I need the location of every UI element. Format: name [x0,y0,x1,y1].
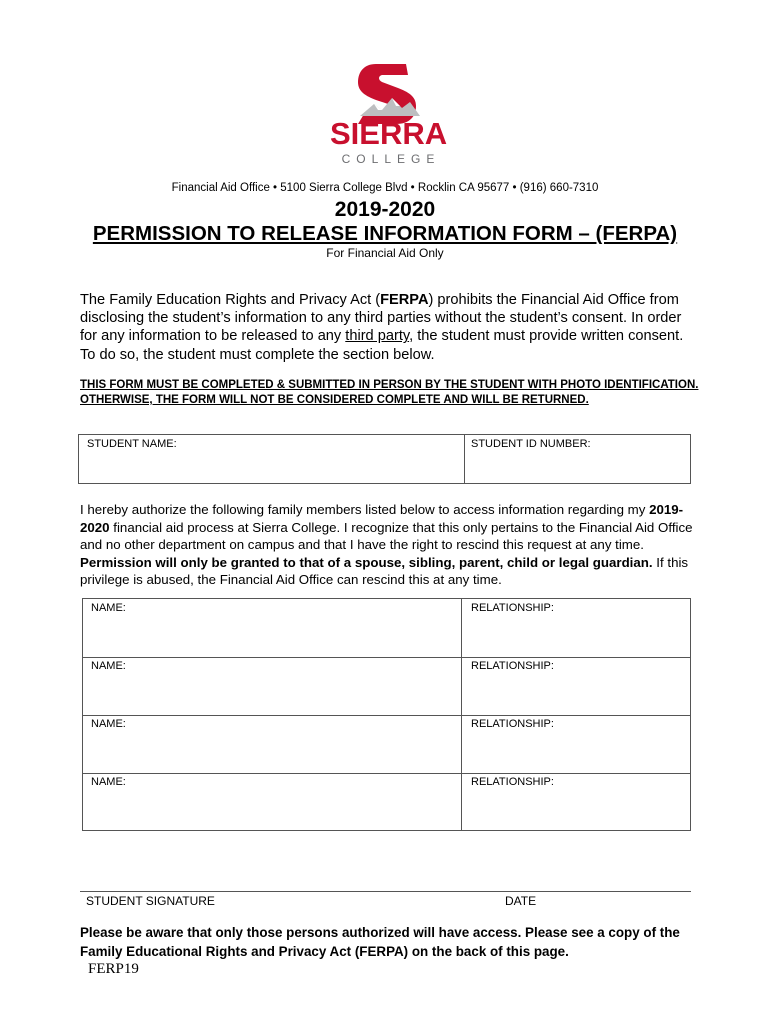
signature-label: STUDENT SIGNATURE [86,894,215,908]
row-divider [83,657,690,658]
authorization-paragraph: I hereby authorize the following family members listed below to access information regarding my 2019-2020 financial aid process at Sierra College. I recognize that this only pertains to the Financial Aid Office and no other department on campus and that I have the right to rescind this request at any time. Permission will only be granted to that of a spouse, sibling, parent, child or legal guardian. If this privilege is abused, the Financial Aid Office can rescind this at any time. [80,502,693,587]
column-divider [464,435,465,483]
logo-subtitle: COLLEGE [341,152,441,166]
family-relationship-field[interactable]: RELATIONSHIP: [471,718,554,730]
contact-line: Financial Aid Office • 5100 Sierra College Blvd • Rocklin CA 95677 • (916) 660-7310 [171,182,599,194]
family-name-field[interactable]: NAME: [91,602,126,614]
form-code: FERP19 [88,961,139,977]
student-name-field[interactable]: STUDENT NAME: [87,438,177,450]
family-relationship-field[interactable]: RELATIONSHIP: [471,776,554,788]
date-label: DATE [505,894,537,908]
form-subtitle: For Financial Aid Only [326,246,444,260]
third-party-term: third party [345,328,410,345]
student-info-box [78,434,691,484]
row-divider [83,715,690,716]
family-members-table [82,598,691,831]
logo-wordmark: SIERRA [330,116,448,151]
form-title: PERMISSION TO RELEASE INFORMATION FORM – (FERPA) [92,222,678,245]
family-relationship-field[interactable]: RELATIONSHIP: [471,660,554,672]
family-name-field[interactable]: NAME: [91,718,126,730]
family-name-field[interactable]: NAME: [91,660,126,672]
family-relationship-field[interactable]: RELATIONSHIP: [471,602,554,614]
intro-paragraph: The Family Education Rights and Privacy Act (FERPA) prohibits the Financial Aid Office from disclosing the student’s information to any third parties without the student’s consent. In order for any information to be released to any third party, the student must provide written consent. To do so, the student must complete the section below. [80,292,684,363]
family-name-field[interactable]: NAME: [91,776,126,788]
access-notice: Please be aware that only those persons authorized will have access. Please see a copy of the Family Educational Rights and Privacy Act (FERPA) on the back of this page. [80,925,680,959]
signature-line[interactable] [80,891,691,892]
ferpa-acronym: FERPA [380,292,429,308]
form-year: 2019-2020 [334,198,436,221]
submission-warning: THIS FORM MUST BE COMPLETED & SUBMITTED IN PERSON BY THE STUDENT WITH PHOTO IDENTIFICATION. OTHERWISE, THE FORM WILL NOT BE CONSIDERED COMPLETE AND WILL BE RETURNED. [80,379,699,406]
row-divider [83,773,690,774]
student-id-field[interactable]: STUDENT ID NUMBER: [471,438,591,450]
